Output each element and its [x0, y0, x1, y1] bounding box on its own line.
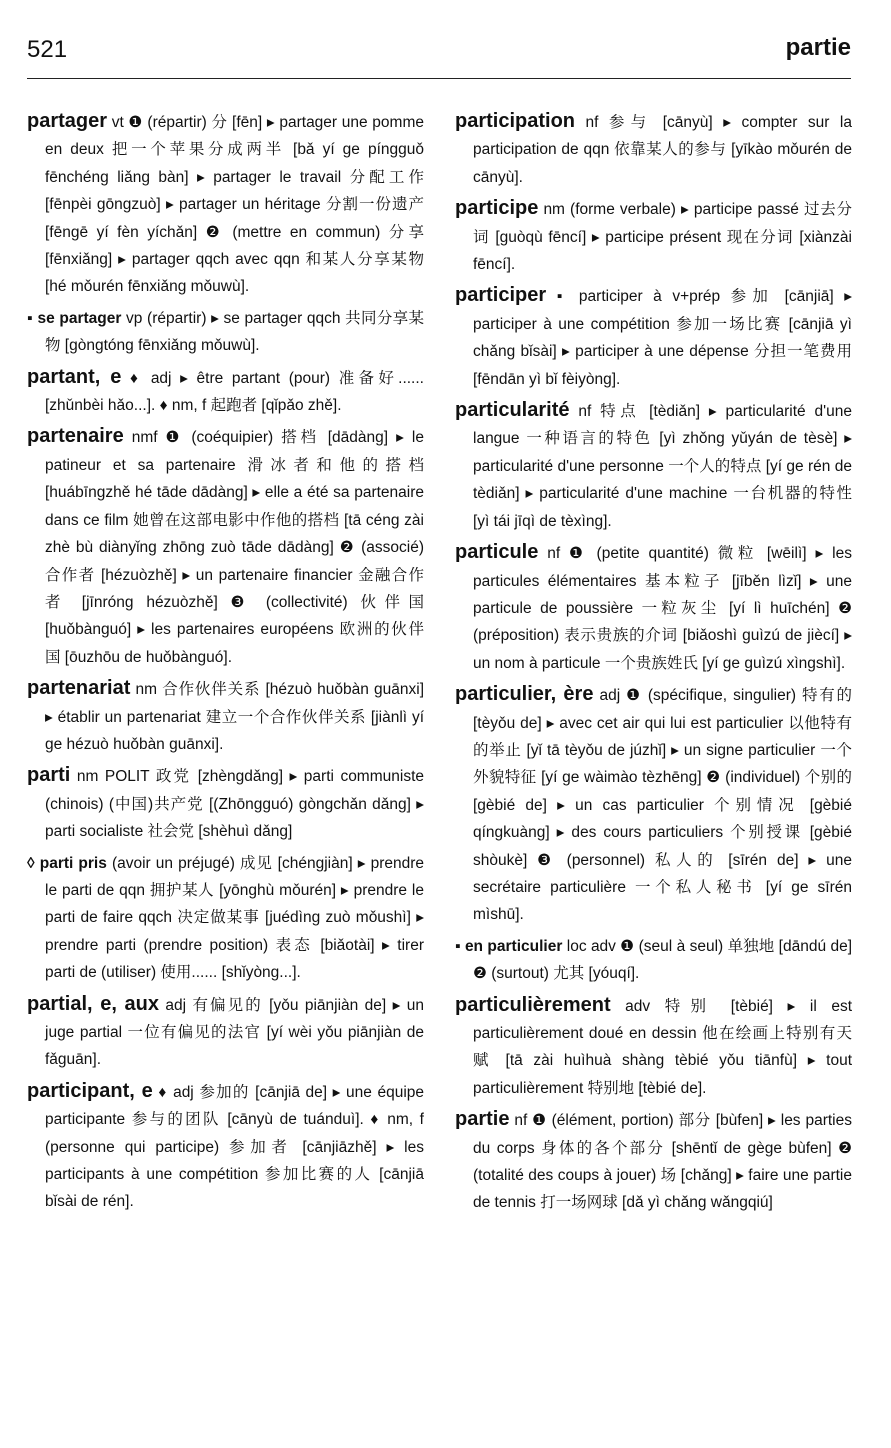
headword: parti	[27, 764, 71, 787]
dictionary-entry	[27, 364, 424, 420]
headword: partenariat	[27, 677, 131, 700]
dictionary-entry	[27, 108, 424, 301]
headword: partial, e, aux	[27, 992, 159, 1015]
dictionary-entry	[27, 675, 424, 758]
dictionary-entry	[27, 991, 424, 1074]
dictionary-entry	[27, 762, 424, 845]
entry-body: vt ❶ (répartir) 分 [fēn] ▸ partager une pomme en deux 把一个苹果分成两半 [bǎ yí ge píngguǒ fēnchéng liǎng bàn] ▸ partager le travail 分配工作 [fēnpèi gōngzuò] ▸ partager un héritage 分割一份遗产 [fēngē yí fèn yíchǎn] ❷ (mettre en commun) 分享 [fēnxiǎng] ▸ partager qqch avec qqn 和某人分享某物 [hé mǒurén fēnxiǎng mǒuwù].	[45, 114, 424, 296]
headword: participe	[455, 197, 539, 220]
page-number: 521	[27, 36, 68, 63]
dictionary-entry	[27, 305, 424, 360]
subentry-headword: ◊ parti pris	[27, 854, 107, 872]
subentry-headword: ▪ en particulier	[455, 937, 563, 955]
entry-body: nf 参与 [cānyù] ▸ compter sur la participation de qqn 依靠某人的参与 [yīkào mǒurén de cānyù].	[473, 114, 852, 186]
page-header	[27, 30, 851, 70]
entry-body: ♦ adj ▸ être partant (pour) 准备好...... [zhǔnbèi hǎo...]. ♦ nm, f 起跑者 [qǐpǎo zhě].	[45, 369, 424, 415]
guide-word: partie	[785, 34, 851, 61]
dictionary-entry	[455, 282, 852, 393]
headword: participation	[455, 110, 576, 132]
headword: particulier, ère	[455, 683, 594, 706]
dictionary-entry	[455, 992, 852, 1103]
subentry-headword: ▪ se partager	[27, 309, 122, 327]
dictionary-entry	[27, 850, 424, 987]
entry-body: loc adv ❶ (seul à seul) 单独地 [dāndú de] ❷ (surtout) 尤其 [yóuqí].	[473, 937, 853, 983]
headword: partant, e	[27, 365, 122, 388]
dictionary-entry	[455, 539, 852, 677]
entry-body: nmf ❶ (coéquipier) 搭档 [dādàng] ▸ le patineur et sa partenaire 滑冰者和他的搭档 [huábīngzhě hé tāde dādàng] ▸ elle a été sa partenaire dans ce film 她曾在这部电影中作他的搭档 [tā céng zài zhè bù diànyǐng zhōng zuò tāde dādàng] ❷ (associé) 合作者 [hézuòzhě] ▸ un partenaire financier 金融合作者 [jīnróng hézuòzhě] ❸ (collectivité) 伙伴国 [huǒbànguó] ▸ les partenaires européens 欧洲的伙伴国 [ōuzhōu de huǒbànguó].	[45, 429, 424, 666]
entry-body: nm 合作伙伴关系 [hézuò huǒbàn guānxi] ▸ établir un partenariat 建立一个合作伙伴关系 [jiànlì yí ge hézuò huǒbàn guānxi].	[45, 681, 424, 753]
headword: participer	[455, 284, 547, 307]
entry-body: adj ❶ (spécifique, singulier) 特有的 [tèyǒu de] ▸ avec cet air qui lui est particulier 以他特有的举止 [yǐ tā tèyǒu de júzhǐ] ▸ un signe particulier 一个外貌特征 [yí ge wàimào tèzhēng] ❷ (individuel) 个别的 [gèbié de] ▸ un cas particulier 个别情况 [gèbié qíngkuàng] ▸ des cours particuliers 个别授课 [gèbié shòukè] ❸ (personnel) 私人的 [sīrén de] ▸ une secrétaire particulière 一个私人秘书 [yí ge sīrén mìshū].	[473, 687, 852, 924]
headword: particulièrement	[455, 993, 611, 1016]
dictionary-entry	[455, 108, 852, 191]
entry-body: nf 特点 [tèdiǎn] ▸ particularité d'une langue 一种语言的特色 [yì zhǒng yǔyán de tèsè] ▸ particularité d'une personne 一个人的特点 [yí ge rén de tèdiǎn] ▸ particularité d'une machine 一台机器的特性 [yì tái jīqì de tèxìng].	[473, 403, 852, 530]
headword: partenaire	[27, 425, 124, 448]
headword: particule	[455, 541, 539, 564]
entry-body: ▪ participer à v+prép 参加 [cānjiā] ▸ participer à une compétition 参加一场比赛 [cānjiā yì chǎng bǐsài] ▸ participer à une dépense 分担一笔费用 [fēndān yì bǐ fèiyòng].	[473, 288, 853, 388]
entry-body: nm POLIT 政党 [zhèngdǎng] ▸ parti communiste (chinois) (中国)共产党 [(Zhōngguó) gòngchǎn dǎng] ▸ parti socialiste 社会党 [shèhuì dǎng]	[45, 768, 424, 841]
dictionary-entry	[455, 933, 852, 988]
dictionary-entry	[455, 195, 852, 278]
entry-body: ♦ adj 参加的 [cānjiā de] ▸ une équipe participante 参与的团队 [cānyù de tuánduì]. ♦ nm, f (personne qui participe) 参加者 [cānjiāzhě] ▸ les participants à une compétition 参加比赛的人 [cānjiā bǐsài de rén].	[45, 1083, 425, 1211]
entry-body: vp (répartir) ▸ se partager qqch 共同分享某物 [gòngtóng fēnxiǎng mǒuwù].	[45, 309, 425, 355]
entry-body: nf ❶ (petite quantité) 微粒 [wēilì] ▸ les particules élémentaires 基本粒子 [jīběn lìzǐ] ▸ une particule de poussière 一粒灰尘 [yí lì huīchén] ❷ (préposition) 表示贵族的介词 [biǎoshì guìzú de jiècí] ▸ un nom à particule 一个贵族姓氏 [yí ge guìzú xìngshì].	[473, 545, 852, 672]
entry-body: nm (forme verbale) ▸ participe passé 过去分词 [guòqù fēncí] ▸ participe présent 现在分词 [xiànzài fēncí].	[473, 201, 852, 274]
dictionary-entry	[455, 397, 852, 535]
entry-body: nf ❶ (élément, portion) 部分 [bùfen] ▸ les parties du corps 身体的各个部分 [shēntǐ de gège bùfen] ❷ (totalité des coups à jouer) 场 [chǎng] ▸ faire une partie de tennis 打一场网球 [dǎ yì chǎng wǎngqiú]	[473, 1112, 852, 1212]
left-column	[27, 108, 424, 1220]
headword: partager	[27, 110, 108, 132]
entry-body: (avoir un préjugé) 成见 [chéngjiàn] ▸ prendre le parti de qqn 拥护某人 [yōnghù mǒurén] ▸ prendre le parti de faire qqch 决定做某事 [juédìng zuò mǒushì] ▸ prendre parti (prendre position) 表态 [biǎotài] ▸ tirer parti de (utiliser) 使用...... [shǐyòng...].	[45, 854, 425, 982]
right-column	[455, 108, 852, 1221]
entry-body: adv 特别 [tèbié] ▸ il est particulièrement doué en dessin 他在绘画上特别有天赋 [tā zài huìhuà shàng tèbié yǒu tiānfù] ▸ tout particulièrement 特别地 [tèbié de].	[473, 997, 852, 1097]
headword: particularité	[455, 399, 570, 422]
entry-body: adj 有偏见的 [yǒu piānjiàn de] ▸ un juge partial 一位有偏见的法官 [yí wèi yǒu piānjiàn de fǎguān].	[45, 996, 424, 1069]
headword: participant, e	[27, 1079, 153, 1102]
dictionary-entry	[455, 681, 852, 929]
header-rule	[27, 78, 851, 79]
dictionary-entry	[27, 423, 424, 671]
dictionary-entry	[27, 1078, 424, 1216]
headword: partie	[455, 1108, 510, 1131]
dictionary-entry	[455, 1106, 852, 1217]
